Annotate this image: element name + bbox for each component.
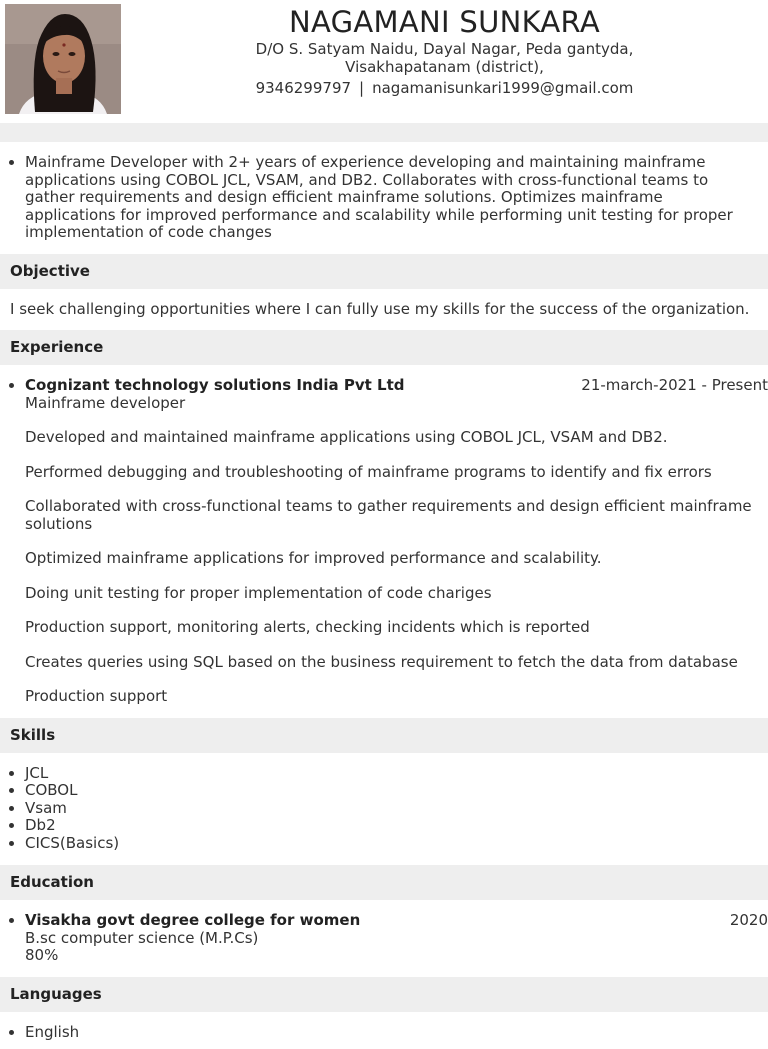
degree-name: B.sc computer science (M.P.Cs) <box>25 930 768 948</box>
profile-photo-image <box>5 4 121 114</box>
email-address: nagamanisunkari1999@gmail.com <box>372 79 633 97</box>
experience-heading: Experience <box>0 330 768 365</box>
job-role: Mainframe developer <box>25 395 768 413</box>
skill-item: • Db2 <box>25 817 768 835</box>
experience-entry <box>25 377 768 706</box>
resume-header <box>0 0 768 123</box>
skills-section <box>0 753 768 866</box>
profile-photo <box>5 4 121 114</box>
experience-section <box>0 365 768 718</box>
skill-item: • JCL <box>25 765 768 783</box>
employment-dates: 21-march-2021 - Present <box>581 377 768 395</box>
company-name: • Cognizant technology solutions India Pvt Ltd <box>25 377 405 395</box>
languages-section <box>0 1012 768 1049</box>
degree-score: 80% <box>25 947 768 965</box>
duty-item: Production support <box>25 688 768 706</box>
objective-heading: Objective <box>0 254 768 289</box>
candidate-name: NAGAMANI SUNKARA <box>121 4 768 40</box>
skill-item: • COBOL <box>25 782 768 800</box>
institution-name: • Visakha govt degree college for women <box>25 912 360 930</box>
phone-number: 9346299797 <box>256 79 351 97</box>
education-entry <box>25 912 768 965</box>
summary-section-band <box>0 123 768 142</box>
experience-title-row <box>25 377 768 395</box>
duty-item: Doing unit testing for proper implementation of code chariges <box>25 585 768 603</box>
education-heading: Education <box>0 865 768 900</box>
contact-line <box>121 79 768 97</box>
address-line-2: Visakhapatanam (district), <box>121 58 768 76</box>
objective-text: I seek challenging opportunities where I can fully use my skills for the success of the organization. <box>0 289 768 331</box>
duty-item: Collaborated with cross-functional teams to gather requirements and design efficient mainframe solutions <box>25 498 768 533</box>
skills-heading: Skills <box>0 718 768 753</box>
address-line-1: D/O S. Satyam Naidu, Dayal Nagar, Peda gantyda, <box>121 40 768 58</box>
duty-item: Developed and maintained mainframe applications using COBOL JCL, VSAM and DB2. <box>25 429 768 447</box>
skill-item: • CICS(Basics) <box>25 835 768 853</box>
education-title-row <box>25 912 768 930</box>
duty-item: Creates queries using SQL based on the business requirement to fetch the data from database <box>25 654 768 672</box>
education-section <box>0 900 768 977</box>
duty-item: Performed debugging and troubleshooting of mainframe programs to identify and fix errors <box>25 464 768 482</box>
duty-item: Production support, monitoring alerts, checking incidents which is reported <box>25 619 768 637</box>
skill-item: • Vsam <box>25 800 768 818</box>
summary-section <box>0 142 768 254</box>
graduation-year: 2020 <box>730 912 768 930</box>
language-item: • English <box>25 1024 768 1042</box>
contact-separator: | <box>359 79 364 97</box>
duty-item: Optimized mainframe applications for improved performance and scalability. <box>25 550 768 568</box>
languages-heading: Languages <box>0 977 768 1012</box>
summary-item: • Mainframe Developer with 2+ years of experience developing and maintaining mainframe applications using COBOL JCL, VSAM, and DB2. Collaborates with cross-functional teams to gather requirements and design efficient mainframe solutions. Optimizes mainframe applications for improved performance and scalability while performing unit testing for proper implementation of code changes <box>25 154 758 242</box>
